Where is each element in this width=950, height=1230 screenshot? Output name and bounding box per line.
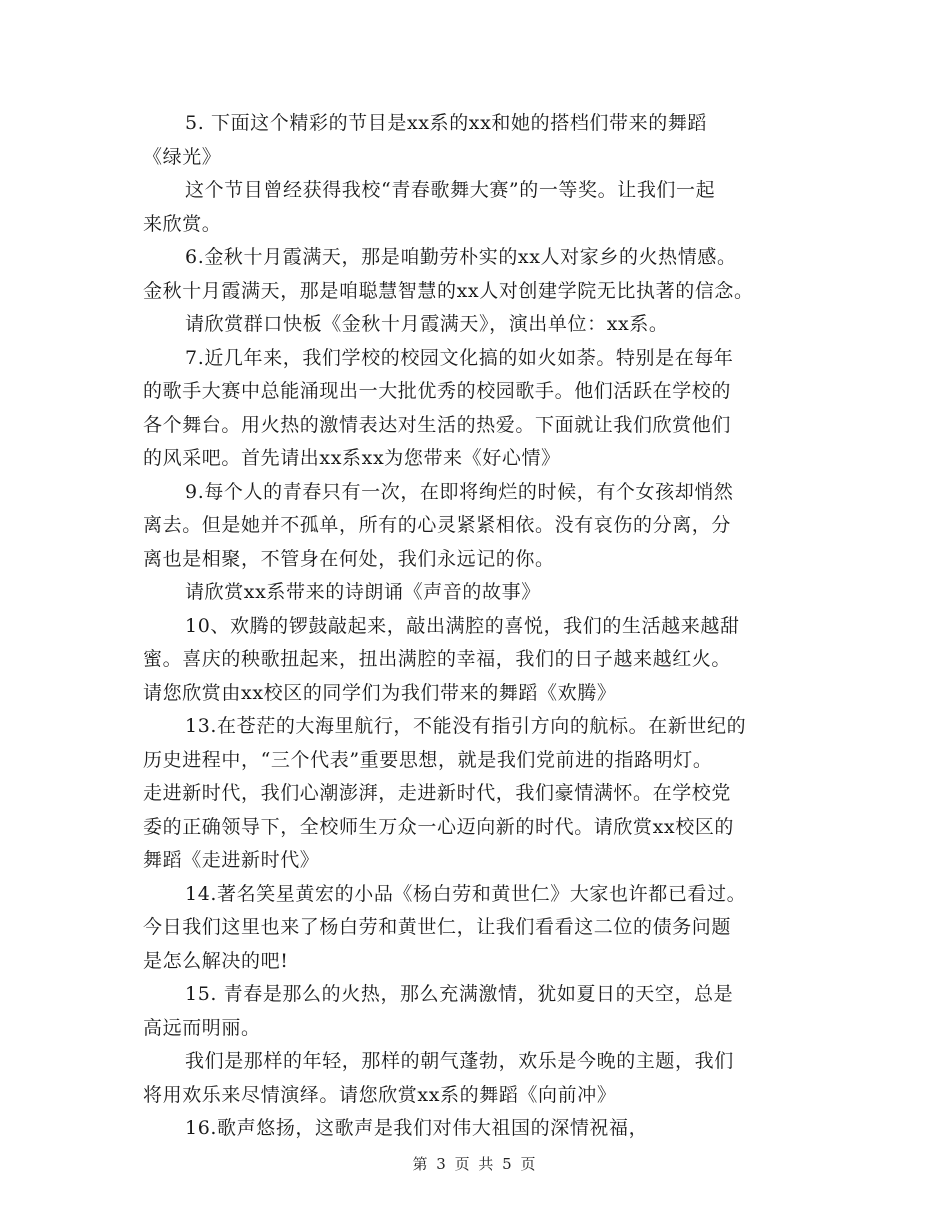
text-line: 5. 下面这个精彩的节目是xx系的xx和她的搭档们带来的舞蹈 (185, 112, 708, 134)
text-line: 金秋十月霞满天，那是咱聪慧智慧的xx人对创建学院无比执著的信念。 (143, 279, 754, 302)
text-line: 我们是那样的年轻，那样的朝气蓬勃，欢乐是今晚的主题，我们 (185, 1050, 734, 1072)
text-line: 请您欣赏由xx校区的同学们为我们带来的舞蹈《欢腾》 (143, 681, 617, 704)
text-line: 是怎么解决的吧! (143, 949, 289, 972)
text-line: 委的正确领导下，全校师生万众一心迈向新的时代。请欣赏xx校区的 (143, 815, 735, 838)
document-body (143, 107, 818, 1146)
text-line: 请欣赏群口快板《金秋十月霞满天》，演出单位：xx系。 (185, 313, 669, 335)
text-line: 的歌手大赛中总能涌现出一大批优秀的校园歌手。他们活跃在学校的 (143, 380, 732, 402)
text-line: 蜜。喜庆的秧歌扭起来，扭出满腔的幸福，我们的日子越来越红火。 (143, 648, 732, 670)
text-line: 《绿光》 (143, 145, 222, 168)
text-line: 离也是相聚，不管身在何处，我们永远记的你。 (143, 547, 555, 570)
text-line: 离去。但是她并不孤单，所有的心灵紧紧相依。没有哀伤的分离，分 (143, 514, 732, 536)
text-line: 13.在苍茫的大海里航行，不能没有指引方向的航标。在新世纪的 (185, 715, 747, 737)
text-line: 15. 青春是那么的火热，那么充满激情，犹如夏日的天空，总是 (185, 983, 734, 1005)
text-line: 走进新时代，我们心潮澎湃，走进新时代，我们豪情满怀。在学校党 (143, 782, 732, 804)
text-line: 今日我们这里也来了杨白劳和黄世仁，让我们看看这二位的债务问题 (143, 916, 732, 938)
page-footer: 第 3 页 共 5 页 (412, 1155, 538, 1173)
text-line: 来欣赏。 (143, 212, 222, 235)
text-line: 14.著名笑星黄宏的小品《杨白劳和黄世仁》大家也许都已看过。 (185, 882, 747, 905)
text-line: 各个舞台。用火热的激情表达对生活的热爱。下面就让我们欣赏他们 (143, 413, 732, 436)
text-line: 高远而明丽。 (143, 1016, 261, 1039)
text-line: 7.近几年来，我们学校的校园文化搞的如火如荼。特别是在每年 (185, 346, 734, 369)
text-line: 将用欢乐来尽情演绎。请您欣赏xx系的舞蹈《向前冲》 (143, 1083, 617, 1106)
text-line: 这个节目曾经获得我校“青春歌舞大赛”的一等奖。让我们一起 (185, 179, 716, 201)
text-line: 16.歌声悠扬，这歌声是我们对伟大祖国的深情祝福， (185, 1117, 649, 1139)
text-line: 历史进程中，“三个代表”重要思想，就是我们党前进的指路明灯。 (143, 748, 713, 771)
text-line: 的风采吧。首先请出xx系xx为您带来《好心情》 (143, 447, 561, 469)
text-line: 舞蹈《走进新时代》 (143, 849, 320, 871)
text-line: 请欣赏xx系带来的诗朗诵《声音的故事》 (185, 581, 541, 603)
text-line: 9.每个人的青春只有一次，在即将绚烂的时候，有个女孩却悄然 (185, 480, 734, 503)
text-line: 6.金秋十月霞满天，那是咱勤劳朴实的xx人对家乡的火热情感。 (185, 246, 737, 268)
text-line: 10、欢腾的锣鼓敲起来，敲出满腔的喜悦，我们的生活越来越甜 (185, 614, 740, 637)
